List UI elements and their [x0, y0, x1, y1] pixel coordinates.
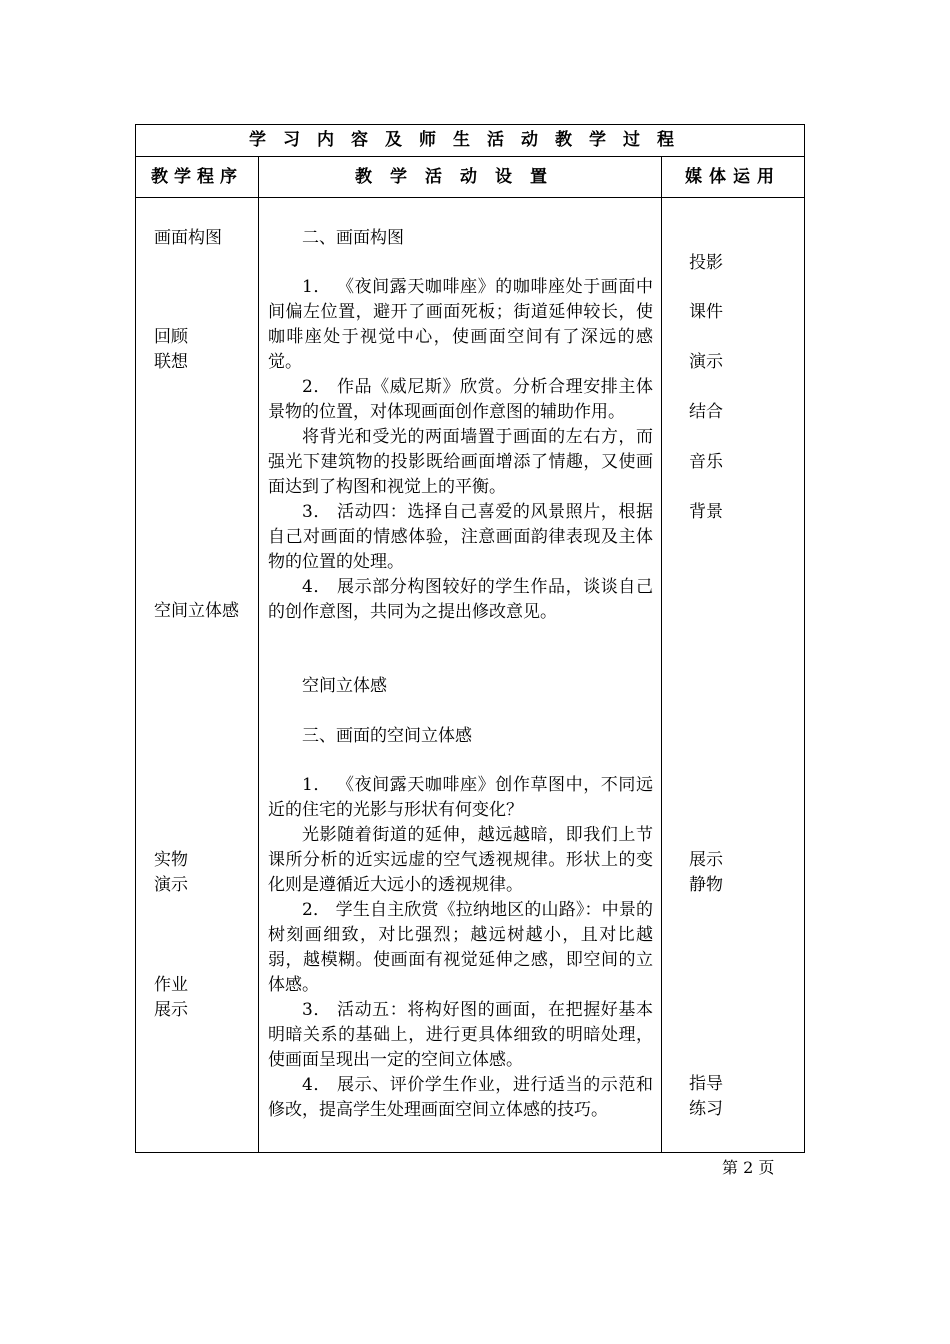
label-demonstration: 演示 — [154, 875, 188, 895]
media-guide: 指导 — [689, 1074, 723, 1094]
header-teaching-activities: 教学活动设置 — [355, 167, 565, 187]
media-show: 展示 — [689, 850, 723, 870]
paragraph-8: 2． 学生自主欣赏《拉纳地区的山路》：中景的树刻画细致，对比强烈；越远树越小，且对比越弱，越模糊。使画面有视觉延伸之感，即空间的立体感。 — [268, 900, 653, 995]
composition-block — [268, 275, 653, 625]
paragraph-1: 1． 《夜间露天咖啡座》的咖啡座处于画面中间偏左位置，避开了画面死板；街道延伸较长，使咖啡座处于视觉中心，使画面空间有了深远的感觉。 — [268, 277, 653, 372]
paragraph-10: 4． 展示、评价学生作业，进行适当的示范和修改，提高学生处理画面空间立体感的技巧。 — [268, 1075, 653, 1120]
section-heading: 三、画面的空间立体感 — [302, 726, 472, 746]
media-combine: 结合 — [689, 402, 723, 422]
section-spatial-heading — [268, 724, 653, 749]
paragraph-5: 4． 展示部分构图较好的学生作品，谈谈自己的创作意图，共同为之提出修改意见。 — [268, 577, 653, 622]
header-divider — [136, 197, 804, 198]
paragraph-4: 3． 活动四：选择自己喜爱的风景照片，根据自己对画面的情感体验，注意画面韵律表现及主体物的位置的处理。 — [268, 502, 653, 572]
header-media-use: 媒体运用 — [685, 167, 781, 187]
spatial-block — [268, 773, 653, 1123]
label-review: 回顾 — [154, 327, 188, 347]
spatial-subheading-block — [268, 674, 653, 699]
section-composition-heading — [268, 226, 653, 251]
media-background: 背景 — [689, 502, 723, 522]
table-title: 学习内容及师生活动教学过程 — [249, 130, 691, 150]
label-object: 实物 — [154, 850, 188, 870]
media-still-life: 静物 — [689, 875, 723, 895]
paragraph-9: 3． 活动五：将构好图的画面，在把握好基本明暗关系的基础上，进行更具体细致的明暗处理，使画面呈现出一定的空间立体感。 — [268, 1000, 653, 1070]
header-teaching-procedure: 教学程序 — [151, 167, 243, 187]
section-heading: 二、画面构图 — [302, 228, 404, 248]
media-practice: 练习 — [689, 1099, 723, 1119]
column-divider-2 — [661, 156, 662, 1152]
label-composition: 画面构图 — [154, 228, 222, 248]
media-demo: 演示 — [689, 352, 723, 372]
media-courseware: 课件 — [689, 302, 723, 322]
lesson-process-table — [135, 124, 805, 1153]
label-exhibition: 展示 — [154, 1000, 188, 1020]
title-divider — [136, 156, 804, 157]
paragraph-2: 2． 作品《威尼斯》欣赏。分析合理安排主体景物的位置，对体现画面创作意图的辅助作用。 — [268, 377, 653, 422]
label-association: 联想 — [154, 352, 188, 372]
label-spatial: 空间立体感 — [154, 601, 239, 621]
page-number: 第 2 页 — [722, 1158, 775, 1177]
paragraph-3: 将背光和受光的两面墙置于画面的左右方，而强光下建筑物的投影既给画面增添了情趣，又使画面达到了构图和视觉上的平衡。 — [268, 427, 653, 497]
column-divider-1 — [258, 156, 259, 1152]
media-projection: 投影 — [689, 253, 723, 273]
spatial-subheading: 空间立体感 — [302, 676, 387, 696]
paragraph-7: 光影随着街道的延伸，越远越暗，即我们上节课所分析的近实远虚的空气透视规律。形状上的变化则是遵循近大远小的透视规律。 — [268, 825, 653, 895]
paragraph-6: 1． 《夜间露天咖啡座》创作草图中，不同远近的住宅的光影与形状有何变化？ — [268, 775, 653, 820]
label-homework: 作业 — [154, 975, 188, 995]
media-music: 音乐 — [689, 452, 723, 472]
